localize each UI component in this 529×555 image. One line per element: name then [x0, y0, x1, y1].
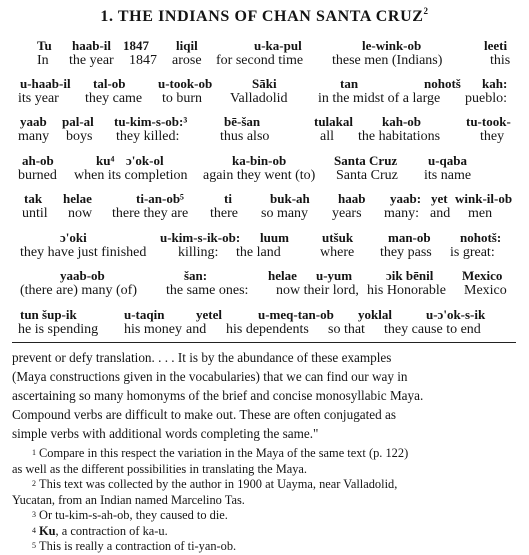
footnote-text: , a contraction of ka-u.	[55, 523, 168, 538]
gloss-word: arose	[172, 53, 202, 68]
footnotes	[12, 446, 518, 555]
footnote-term: Ku	[39, 523, 56, 538]
maya-word: ɔ'oki	[60, 230, 87, 245]
title-footnote-marker: 2	[423, 6, 429, 16]
footnote-text: This is really a contraction of ti-yan-ob.	[39, 539, 237, 553]
maya-word: tulakal	[314, 114, 354, 129]
gloss-word: years	[332, 206, 362, 221]
maya-word: ah-ob	[22, 153, 54, 168]
gloss-word: 1847	[129, 53, 157, 68]
gloss-word: all	[320, 129, 334, 144]
gloss-line	[0, 283, 529, 301]
gloss-line	[0, 129, 529, 147]
maya-word: leeti	[484, 38, 508, 53]
page-title	[0, 8, 529, 26]
gloss-line	[0, 168, 529, 186]
maya-word: ti	[224, 191, 232, 206]
maya-word: bē-šan	[224, 114, 261, 129]
maya-word: tu-took-	[466, 114, 511, 129]
gloss-line	[0, 53, 529, 71]
maya-word: Tu	[37, 38, 52, 53]
gloss-word: Santa Cruz	[336, 168, 398, 183]
gloss-word: (there are) many (of)	[20, 283, 137, 298]
maya-word: tal-ob	[93, 76, 126, 91]
footnote-4	[12, 524, 518, 540]
gloss-word: for second time	[216, 53, 304, 68]
maya-word: ti-an-ob⁵	[136, 191, 184, 206]
gloss-word: the same ones:	[166, 283, 249, 298]
gloss-word: the year	[69, 53, 114, 68]
paragraph-line: prevent or defy translation. . . . It is by the abundance of these examples	[12, 350, 392, 365]
gloss-word: to burn	[162, 91, 203, 106]
maya-word: nohotš:	[460, 230, 502, 245]
maya-word: nohotš	[424, 76, 461, 91]
gloss-word: now their lord,	[276, 283, 359, 298]
gloss-word: this	[490, 53, 511, 68]
gloss-line	[0, 245, 529, 263]
footnote-5	[12, 539, 518, 555]
gloss-word: so that	[328, 322, 365, 337]
footnote-text: Compare in this respect the variation in the Maya of the same text (p. 122)	[39, 446, 409, 460]
maya-word: tan	[340, 76, 359, 91]
footnote-text: Yucatan, from an Indian named Marcelino Tas.	[12, 492, 245, 507]
quoted-paragraph	[12, 348, 518, 443]
footnote-number: 5	[32, 541, 36, 550]
gloss-word: burned	[18, 168, 57, 183]
gloss-word: is great:	[450, 245, 495, 260]
paragraph-line: ascertaining so many homonyms of the brief and concise monosyllabic Maya.	[12, 388, 424, 403]
maya-word: luum	[260, 230, 289, 245]
gloss-word: until	[22, 206, 48, 221]
footnote-number: 3	[32, 510, 36, 519]
maya-word: u-ɔ'ok-s-ik	[426, 307, 486, 322]
gloss-word: his Honorable	[367, 283, 446, 298]
maya-word: pal-al	[62, 114, 94, 129]
footnote-text: Or tu-kim-s-ah-ob, they caused to die.	[39, 508, 228, 522]
footnote-2	[12, 477, 518, 493]
gloss-word: now	[68, 206, 93, 221]
gloss-line	[0, 322, 529, 340]
gloss-word: they cause to end	[384, 322, 481, 337]
footnote-2-continued	[12, 493, 518, 509]
gloss-word: so many	[261, 206, 309, 221]
maya-word: Mexico	[462, 268, 503, 283]
gloss-word: they have just finished	[20, 245, 147, 260]
paragraph-line: (Maya constructions given in the vocabularies) that we can find our way in	[12, 369, 408, 384]
gloss-word: many:	[384, 206, 419, 221]
gloss-word: where	[320, 245, 355, 260]
gloss-word: they came	[85, 91, 143, 106]
gloss-word: these men (Indians)	[332, 53, 443, 68]
maya-word: u-yum	[316, 268, 353, 283]
maya-word: u-meq-tan-ob	[258, 307, 334, 322]
maya-word: man-ob	[388, 230, 431, 245]
maya-word: liqil	[176, 38, 198, 53]
maya-word: ɔik bēnil	[386, 268, 434, 283]
maya-word: u-kim-s-ik-ob:	[160, 230, 241, 245]
maya-word: Sāki	[252, 76, 277, 91]
maya-word: buk-ah	[270, 191, 310, 206]
maya-word: Santa Cruz	[334, 153, 398, 168]
section-divider	[12, 342, 516, 343]
maya-word: u-ka-pul	[254, 38, 302, 53]
gloss-word: many	[18, 129, 50, 144]
gloss-word: In	[37, 53, 49, 68]
gloss-word: its name	[424, 168, 472, 183]
maya-word: helae	[63, 191, 92, 206]
footnote-number: 1	[32, 448, 36, 457]
maya-word: tu-kim-s-ob:³	[114, 114, 188, 129]
gloss-word: they killed:	[116, 129, 180, 144]
maya-word: ka-bin-ob	[232, 153, 287, 168]
maya-word: haab	[338, 191, 366, 206]
gloss-word: he is spending	[18, 322, 99, 337]
gloss-word: its year	[18, 91, 59, 106]
gloss-word: the habitations	[358, 129, 441, 144]
maya-word: utšuk	[322, 230, 354, 245]
maya-word: yet	[431, 191, 448, 206]
maya-word: u-took-ob	[158, 76, 213, 91]
title-text: 1. THE INDIANS OF CHAN SANTA CRUZ	[100, 8, 424, 25]
gloss-word: again they went (to)	[203, 168, 316, 183]
gloss-word: thus also	[220, 129, 270, 144]
gloss-word: in the midst of a large	[318, 91, 441, 106]
maya-word: yetel	[196, 307, 222, 322]
gloss-word: there	[210, 206, 238, 221]
maya-word: yaab:	[390, 191, 422, 206]
footnote-number: 2	[32, 479, 36, 488]
gloss-word: Valladolid	[230, 91, 288, 106]
maya-word: tun šup-ik	[20, 307, 77, 322]
maya-word: 1847	[123, 38, 149, 53]
gloss-line	[0, 91, 529, 109]
paragraph-line: simple verbs with additional words completing the same."	[12, 426, 319, 441]
maya-word: yaab-ob	[60, 268, 105, 283]
maya-word: ku⁴	[96, 153, 115, 168]
maya-word: ɔ'ok-ol	[126, 153, 164, 168]
maya-word: yoklal	[358, 307, 392, 322]
maya-word: helae	[268, 268, 297, 283]
maya-word: u-haab-il	[20, 76, 71, 91]
maya-word: u-qaba	[428, 153, 468, 168]
footnote-3	[12, 508, 518, 524]
gloss-word: pueblo:	[465, 91, 507, 106]
footnote-1-continued	[12, 462, 518, 478]
gloss-word: the land	[236, 245, 281, 260]
gloss-word: killing:	[178, 245, 219, 260]
gloss-word: and	[430, 206, 451, 221]
paragraph-line: Compound verbs are difficult to make out. These are often conjugated as	[12, 407, 397, 422]
maya-word: u-taqin	[124, 307, 165, 322]
gloss-word: men	[468, 206, 493, 221]
maya-word: šan:	[184, 268, 208, 283]
gloss-word: Mexico	[464, 283, 507, 298]
maya-word: haab-il	[72, 38, 112, 53]
footnote-text: as well as the different possibilities in translating the Maya.	[12, 461, 308, 476]
maya-word: kah:	[482, 76, 508, 91]
footnote-text: This text was collected by the author in 1900 at Uayma, near Valladolid,	[39, 477, 398, 491]
gloss-word: they	[480, 129, 505, 144]
maya-word: kah-ob	[382, 114, 422, 129]
footnote-1	[12, 446, 518, 462]
gloss-word: his dependents	[226, 322, 309, 337]
gloss-word: there they are	[112, 206, 189, 221]
gloss-word: his money	[124, 322, 182, 337]
maya-word: wink-il-ob	[455, 191, 513, 206]
gloss-word: and	[186, 322, 207, 337]
maya-word: tak	[24, 191, 43, 206]
footnote-number: 4	[32, 525, 36, 535]
maya-word: le-wink-ob	[362, 38, 422, 53]
gloss-word: they pass	[380, 245, 432, 260]
gloss-word: boys	[66, 129, 93, 144]
maya-word: yaab	[20, 114, 47, 129]
gloss-word: when its completion	[74, 168, 188, 183]
gloss-line	[0, 206, 529, 224]
